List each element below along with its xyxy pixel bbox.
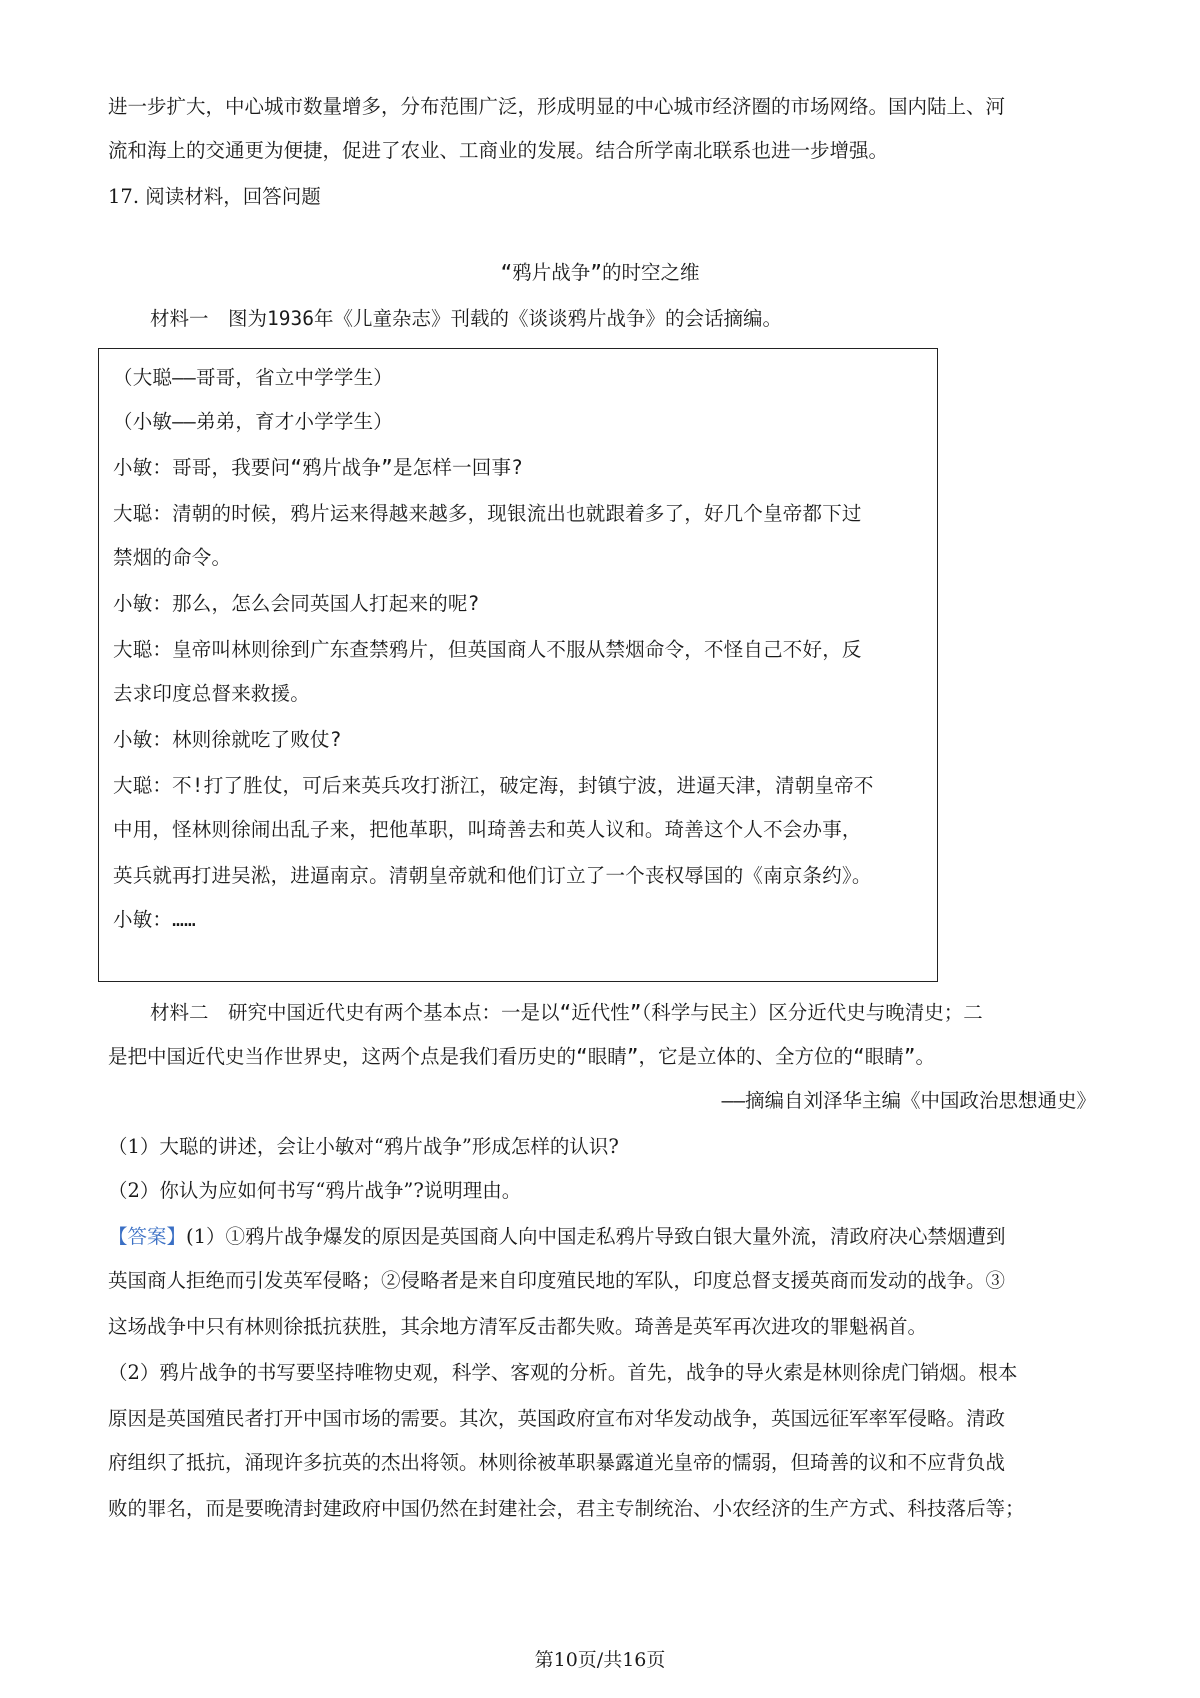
answer-one-line-1 [108,1222,1006,1252]
answer-two-line-2: 原因是英国殖民者打开中国市场的需要。其次，英国政府宣布对华发动战争，英国远征军率军侵略。清政 [108,1407,1006,1430]
question-two: （2）你认为应如何书写“鸦片战争”?说明理由。 [108,1179,522,1202]
material-two-line-1: 材料二 研究中国近代史有两个基本点：一是以“近代性”（科学与民主）区分近代史与晚清史；二 [150,1001,983,1024]
material-two-line-2: 是把中国近代史当作世界史，这两个点是我们看历史的“眼睛”，它是立体的、全方位的“眼睛”。 [108,1045,935,1068]
question-one: （1）大聪的讲述，会让小敏对“鸦片战争”形成怎样的认识? [108,1135,619,1158]
dialog-line: 小敏：林则徐就吃了败仗? [113,728,342,751]
page-number: 第10页/共16页 [534,1649,666,1671]
dialog-line: 小敏：哥哥，我要问“鸦片战争”是怎样一回事? [113,456,524,479]
answer-tag: 【答案】 [108,1225,187,1248]
dialog-line: 禁烟的命令。 [113,546,232,569]
dialog-line: 小敏：那么，怎么会同英国人打起来的呢? [113,592,480,615]
dialog-line: 中用，怪林则徐闹出乱子来，把他革职，叫琦善去和英人议和。琦善这个人不会办事， [113,818,862,841]
dialog-line: 大聪：清朝的时候，鸦片运来得越来越多，现银流出也就跟着多了，好几个皇帝都下过 [113,502,862,525]
answer-two-line-4: 败的罪名，而是要晚清封建政府中国仍然在封建社会，君主专制统治、小农经济的生产方式、科技落后等； [108,1497,1025,1520]
intro-line-1: 进一步扩大，中心城市数量增多，分布范围广泛，形成明显的中心城市经济圈的市场网络。国内陆上、河 [108,95,1006,118]
answer-two-line-1: （2）鸦片战争的书写要坚持唯物史观，科学、客观的分析。首先，战争的导火索是林则徐虎门销烟。根本 [108,1361,1018,1384]
dialog-line: 英兵就再打进吴淞，进逼南京。清朝皇帝就和他们订立了一个丧权辱国的《南京条约》。 [113,864,872,887]
material-title: “鸦片战争”的时空之维 [500,261,700,284]
answer-two-line-3: 府组织了抵抗，涌现许多抗英的杰出将领。林则徐被革职暴露道光皇帝的懦弱，但琦善的议和不应背负战 [108,1451,1006,1474]
dialog-line: 小敏：…… [113,908,196,931]
material-one-intro: 材料一 图为1936年《儿童杂志》刊载的《谈谈鸦片战争》的会话摘编。 [150,307,782,330]
question-heading: 17. 阅读材料，回答问题 [108,185,321,208]
intro-line-2: 流和海上的交通更为便捷，促进了农业、工商业的发展。结合所学南北联系也进一步增强。 [108,139,889,162]
dialog-box [98,348,938,982]
dialog-line: 大聪：不!打了胜仗，可后来英兵攻打浙江，破定海，封镇宁波，进逼天津，清朝皇帝不 [113,774,874,797]
dialog-line: 大聪：皇帝叫林则徐到广东查禁鸦片，但英国商人不服从禁烟命令，不怪自己不好，反 [113,638,862,661]
dialog-line: （大聪——哥哥，省立中学学生） [113,366,393,389]
answer-one-line-3: 这场战争中只有林则徐抵抗获胜，其余地方清军反击都失败。琦善是英军再次进攻的罪魁祸首。 [108,1315,928,1338]
dialog-line: 去求印度总督来救援。 [113,682,311,705]
dialog-line: （小敏——弟弟，育才小学学生） [113,410,393,433]
answer-one-line-2: 英国商人拒绝而引发英军侵略；②侵略者是来自印度殖民地的军队，印度总督支援英商而发动的战争。③ [108,1269,1006,1292]
material-two-source: ——摘编自刘泽华主编《中国政治思想通史》 [721,1089,1096,1112]
answer-one-text: (1）①鸦片战争爆发的原因是英国商人向中国走私鸦片导致白银大量外流，清政府决心禁烟遭到 [186,1225,1006,1248]
